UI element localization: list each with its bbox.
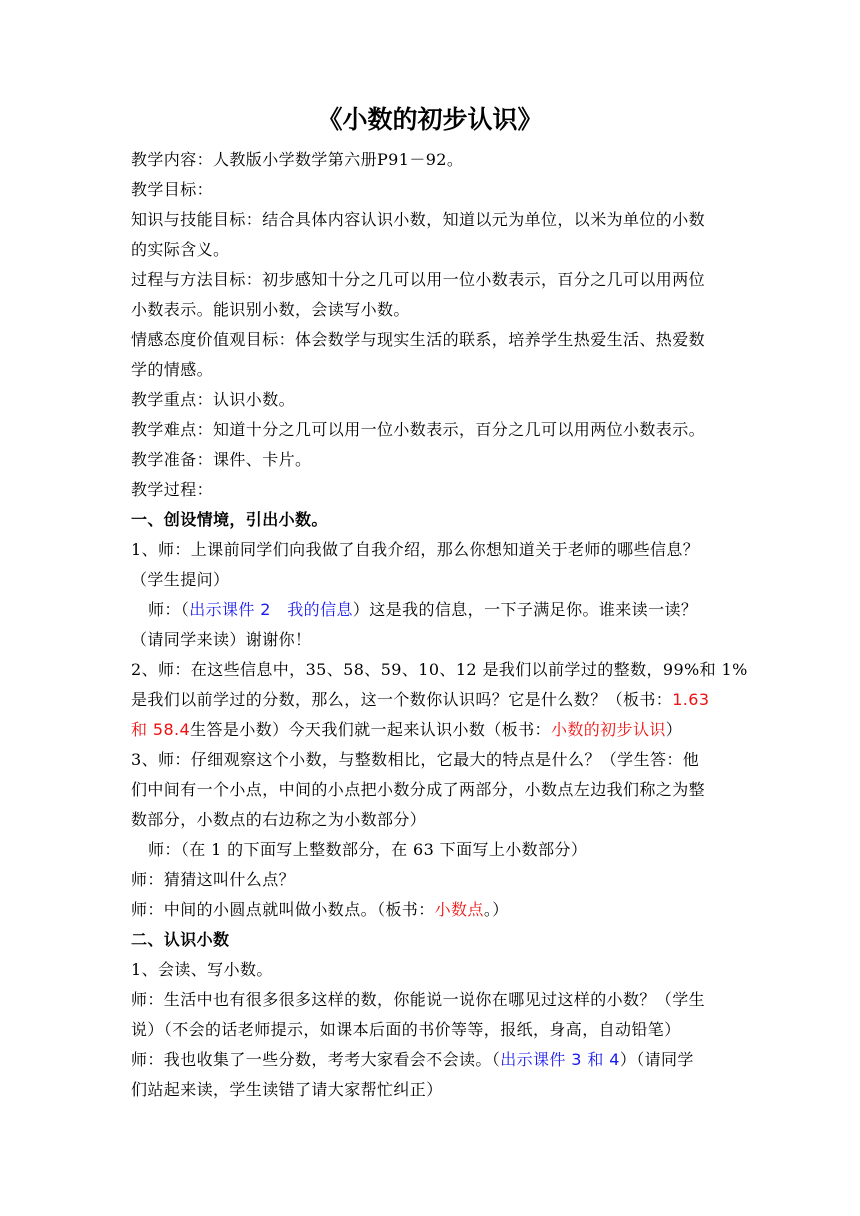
text-segment: 师：中间的小圆点就叫做小数点。（板书： [131,900,435,919]
board-title-highlight: 小数的初步认识 [550,720,666,739]
step-2-line-1: 2、师：在这些信息中，35、58、59、10、12 是我们以前学过的整数，99%和 1% [131,660,748,679]
text-segment: 师：我也收集了一些分数，考考大家看会不会读。（ [131,1050,501,1069]
decimal-point-highlight: 小数点 [434,900,484,919]
courseware-3-4-highlight: 出示课件 3 和 4 [500,1050,620,1069]
step-3-line-3: 数部分，小数点的右边称之为小数部分） [131,810,427,829]
collection-line-1 [131,1045,741,1075]
step-1-line-4: （请同学来读）谢谢你！ [131,630,312,649]
process-goal-line-2: 小数表示。能识别小数，会读写小数。 [131,300,410,319]
text-segment: 是我们以前学过的分数，那么，这一个数你认识吗？它是什么数？（板书： [131,690,673,709]
teaching-preparation: 教学准备：课件、卡片。 [131,450,312,469]
process-goal-line-1: 过程与方法目标：初步感知十分之几可以用一位小数表示，百分之几可以用两位 [131,270,706,289]
text-segment: ）（请同学 [619,1050,694,1069]
section-two-heading: 二、认识小数 [131,930,230,949]
step-3-line-4: 师：（在 1 的下面写上整数部分，在 63 下面写上小数部分） [148,840,588,859]
key-point: 教学重点：认识小数。 [131,390,296,409]
sub-step-1: 1、会读、写小数。 [131,960,273,979]
text-segment: 师：（ [148,600,190,619]
text-segment: 。） [483,900,509,919]
attitude-goal-line-1: 情感态度价值观目标：体会数学与现实生活的联系，培养学生热爱生活、热爱数 [131,330,706,349]
life-examples-line-1: 师：生活中也有很多很多这样的数，你能说一说你在哪见过这样的小数？（学生 [131,990,706,1009]
page-title: 《小数的初步认识》 [317,105,543,134]
knowledge-goal-line-1: 知识与技能目标：结合具体内容认识小数，知道以元为单位，以米为单位的小数 [131,210,706,229]
teaching-content: 教学内容：人教版小学数学第六册P91－92。 [131,150,464,169]
step-3-line-2: 们中间有一个小点，中间的小点把小数分成了两部分，小数点左边我们称之为整 [131,780,706,799]
knowledge-goal-line-2: 的实际含义。 [131,240,230,259]
difficult-point: 教学难点：知道十分之几可以用一位小数表示，百分之几可以用两位小数表示。 [131,420,706,439]
life-examples-line-2: 说）（不会的话老师提示，如课本后面的书价等等，报纸，身高，自动铅笔） [131,1020,681,1039]
text-segment: ） [665,720,683,739]
board-number-highlight: 1.63 [672,690,710,709]
board-number-highlight-2: 和 58.4 [131,720,191,739]
step-1-line-1: 1、师：上课前同学们向我做了自我介绍，那么你想知道关于老师的哪些信息？ [131,540,700,559]
decimal-point-line [131,895,741,925]
courseware-2-highlight: 出示课件 2 我的信息 [189,600,353,619]
teaching-process-heading: 教学过程： [131,480,214,499]
step-1-line-3 [148,595,758,625]
section-one-heading: 一、创设情境，引出小数。 [131,510,328,529]
collection-line-2: 们站起来读，学生读错了请大家帮忙纠正） [131,1080,443,1099]
step-2-line-2 [131,685,741,715]
text-segment: ）这是我的信息，一下子满足你。谁来读一读？ [352,600,698,619]
guess-question: 师：猜猜这叫什么点？ [131,870,296,889]
step-2-line-3 [131,715,741,745]
text-segment: 生答是小数）今天我们就一起来认识小数（板书： [190,720,551,739]
attitude-goal-line-2: 学的情感。 [131,360,214,379]
teaching-goals-heading: 教学目标： [131,180,214,199]
step-1-line-2: （学生提问） [131,570,230,589]
step-3-line-1: 3、师：仔细观察这个小数，与整数相比，它最大的特点是什么？（学生答：他 [131,750,700,769]
